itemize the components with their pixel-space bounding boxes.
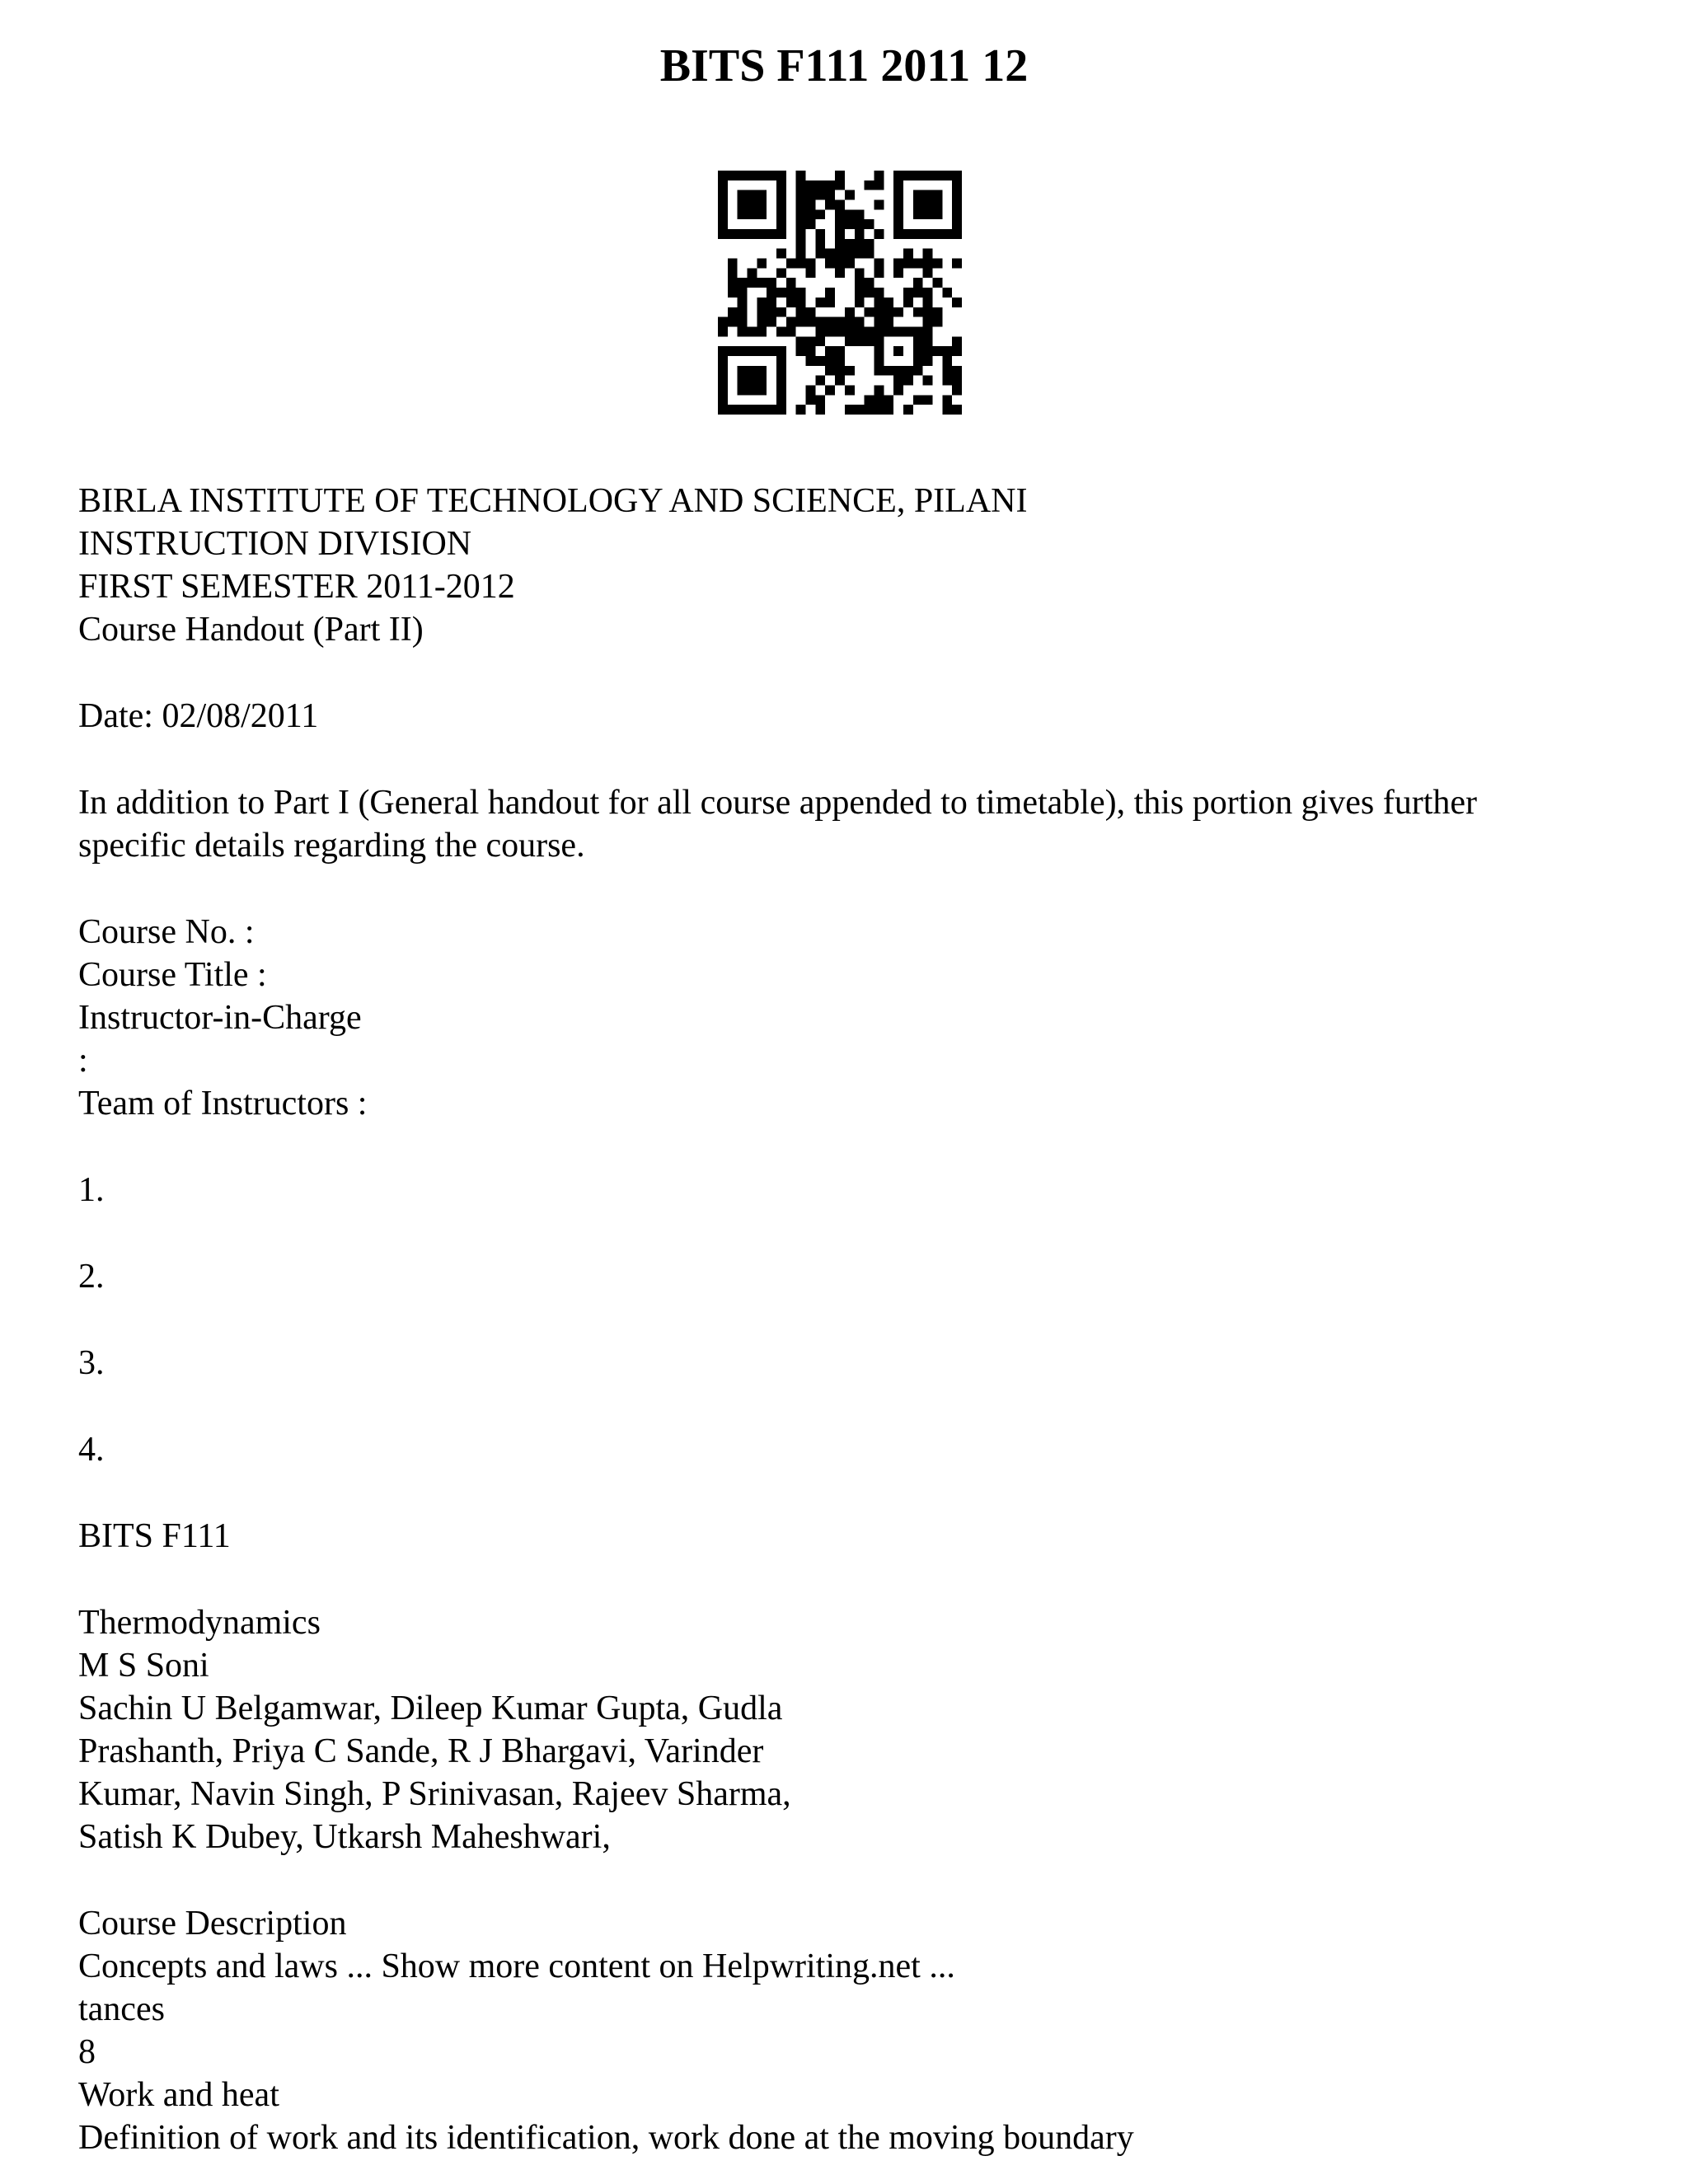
division-name: INSTRUCTION DIVISION [78,525,472,563]
list-item: 4. [78,1431,105,1469]
institute-name: BIRLA INSTITUTE OF TECHNOLOGY AND SCIENCE, PILANI [78,482,1028,520]
instructor-colon: : [78,1042,88,1080]
semester-label: FIRST SEMESTER 2011-2012 [78,568,515,606]
list-item: 1. [78,1171,105,1209]
intro-paragraph-line-1: In addition to Part I (General handout for all course appended to timetable), this portion gives further [78,784,1478,822]
team-line: Satish K Dubey, Utkarsh Maheshwari, [78,1818,611,1856]
instructor-label: Instructor-in-Charge [78,999,362,1037]
topic-detail: Definition of work and its identification, work done at the moving boundary [78,2119,1134,2157]
list-item: 3. [78,1344,105,1382]
list-item: 2. [78,1258,105,1296]
description-text: Concepts and laws ... Show more content on Helpwriting.net ... [78,1947,955,1985]
team-label: Team of Instructors : [78,1085,368,1122]
handout-date: Date: 02/08/2011 [78,697,319,735]
intro-paragraph-line-2: specific details regarding the course. [78,827,585,865]
topic-title: Work and heat [78,2076,279,2114]
course-number: BITS F111 [78,1517,231,1555]
instructor-name: M S Soni [78,1647,209,1685]
course-no-label: Course No. : [78,913,255,951]
team-line: Kumar, Navin Singh, P Srinivasan, Rajeev Sharma, [78,1775,791,1813]
handout-label: Course Handout (Part II) [78,611,424,649]
team-line: Sachin U Belgamwar, Dileep Kumar Gupta, Gudla [78,1690,783,1727]
course-title: Thermodynamics [78,1604,321,1642]
qr-code-icon [718,171,962,415]
course-description-heading: Course Description [78,1905,347,1943]
course-title-label: Course Title : [78,956,267,994]
description-fragment: tances [78,1990,165,2028]
topic-number: 8 [78,2033,96,2071]
document-title: BITS F111 2011 12 [659,40,1029,91]
team-line: Prashanth, Priya C Sande, R J Bhargavi, Varinder [78,1732,764,1770]
